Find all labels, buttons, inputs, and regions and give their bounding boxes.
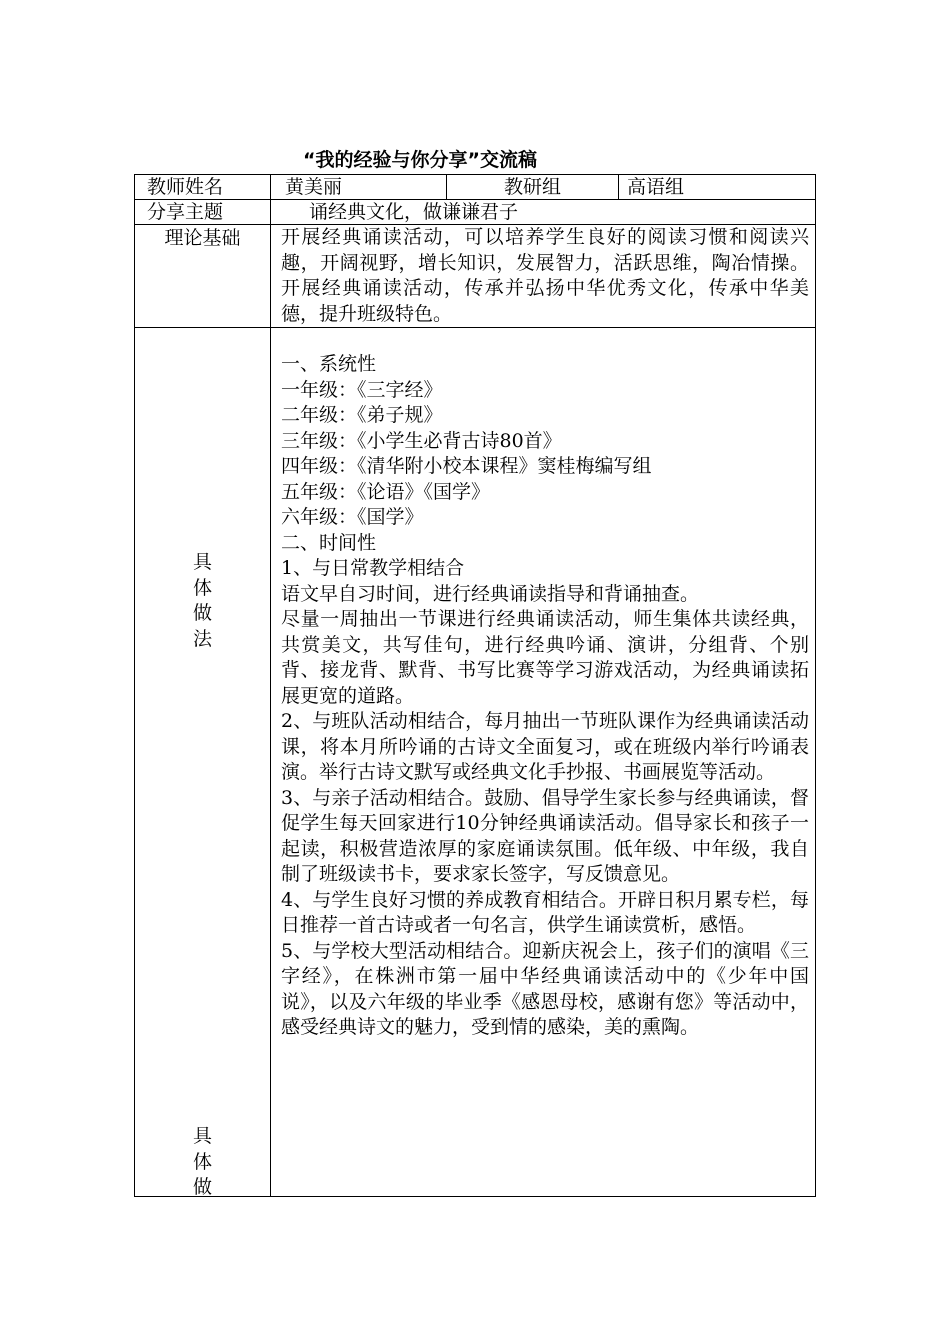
exchange-form-table (134, 174, 816, 1197)
method-label-cell (135, 328, 271, 1197)
topic-value: 诵经典文化，做谦谦君子 (271, 200, 816, 225)
method-label-char: 具 (192, 551, 212, 573)
method-label-char: 做 (192, 602, 212, 624)
row-method (135, 328, 816, 1197)
paragraph: 语文早自习时间，进行经典诵读指导和背诵抽查。 (281, 582, 700, 605)
paragraph: 尽量一周抽出一节课进行经典诵读活动，师生集体共读经典，共赏美文，共写佳句，进行经典吟诵、演讲，分组背、个别背、接龙背、默背、书写比赛等学习游戏活动，为经典诵读拓展更宽的道路。 (281, 608, 809, 707)
method-label-char: 体 (192, 576, 212, 599)
method-label-char: 法 (192, 627, 212, 650)
section-heading: 一、系统性 (281, 353, 377, 375)
method-label-char: 做 (192, 1176, 212, 1198)
title-text: “我的经验与你分享”交流稿 (303, 149, 537, 171)
theory-text: 开展经典诵读活动，可以培养学生良好的阅读习惯和阅读兴趣，开阔视野，增长知识，发展智力，活跃思维，陶冶情操。开展经典诵读活动，传承并弘扬中华优秀文化，传承中华美德，提升班级特色。 (271, 225, 816, 328)
document-title (0, 146, 840, 174)
paragraph: 5、与学校大型活动相结合。迎新庆祝会上，孩子们的演唱《三字经》，在株洲市第一届中华经典诵读活动中的《少年中国说》，以及六年级的毕业季《感恩母校，感谢有您》等活动中，感受经典诗文的魅力，受到情的感染，美的熏陶。 (281, 939, 809, 1038)
method-label-vertical (135, 550, 270, 652)
method-label-vertical-repeat (135, 1124, 270, 1201)
grade-line: 六年级：《国学》 (281, 506, 424, 528)
theory-label: 理论基础 (135, 225, 271, 328)
paragraph: 4、与学生良好习惯的养成教育相结合。开辟日积月累专栏，每日推荐一首古诗或者一句名言，供学生诵读赏析，感悟。 (281, 888, 809, 936)
teacher-name-value: 黄美丽 (271, 175, 447, 200)
method-label-char: 体 (192, 1150, 212, 1173)
row-theory (135, 225, 816, 328)
paragraph: 3、与亲子活动相结合。鼓励、倡导学生家长参与经典诵读，督促学生每天回家进行10分钟经典诵读活动。倡导家长和孩子一起读，积极营造浓厚的家庭诵读氛围。低年级、中年级，我自制了班级读书卡，要求家长签字，写反馈意见。 (281, 786, 809, 885)
row-teacher (135, 175, 816, 200)
paragraph: 2、与班队活动相结合，每月抽出一节班队课作为经典诵读活动课，将本月所吟诵的古诗文全面复习，或在班级内举行吟诵表演。举行古诗文默写或经典文化手抄报、书画展览等活动。 (281, 710, 809, 783)
group-label: 教研组 (447, 175, 619, 200)
grade-line: 四年级：《清华附小校本课程》窦桂梅编写组 (281, 455, 652, 477)
subsection-heading: 1、与日常教学相结合 (281, 557, 465, 579)
row-topic (135, 200, 816, 225)
grade-line: 二年级：《弟子规》 (281, 404, 443, 426)
teacher-name-label: 教师姓名 (135, 175, 271, 200)
section-heading: 二、时间性 (281, 531, 377, 554)
grade-line: 三年级：《小学生必背古诗80首》 (281, 429, 562, 452)
grade-line: 一年级：《三字经》 (281, 378, 443, 401)
method-label-char: 具 (192, 1125, 212, 1147)
method-content (271, 328, 816, 1197)
group-value: 高语组 (619, 175, 816, 200)
topic-label: 分享主题 (135, 200, 271, 225)
grade-line: 五年级：《论语》《国学》 (281, 480, 491, 503)
